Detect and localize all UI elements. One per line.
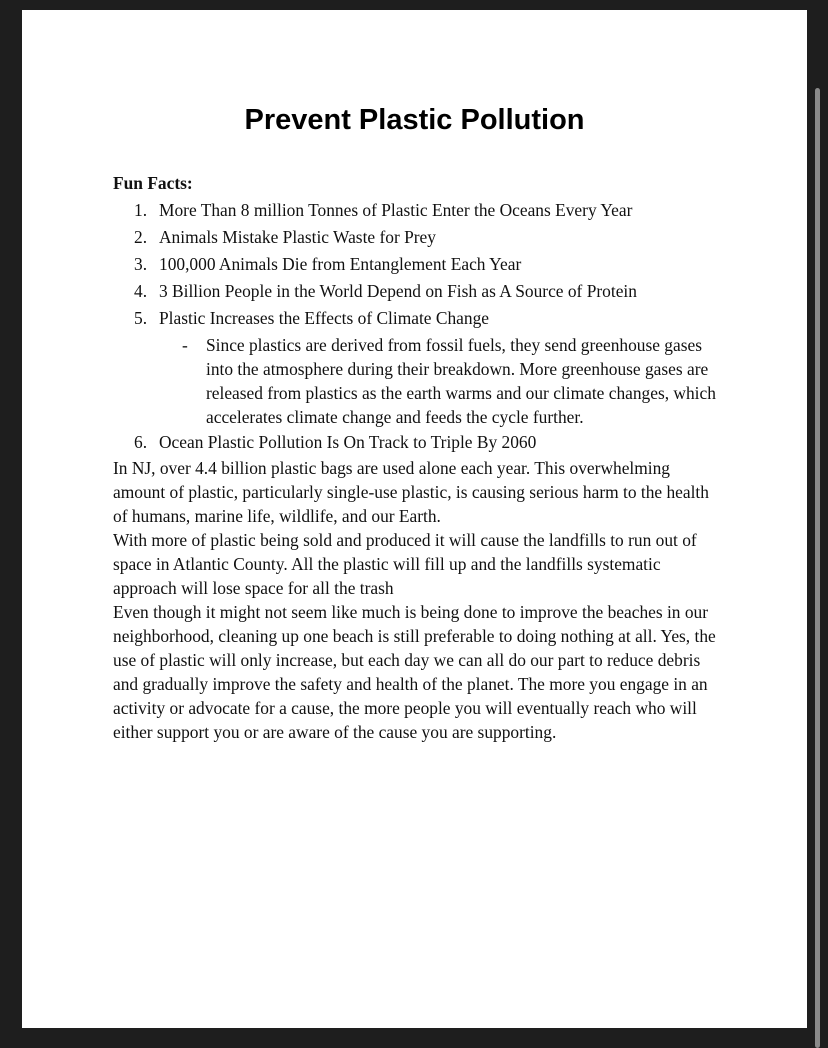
fact-text: Ocean Plastic Pollution Is On Track to Triple By 2060 xyxy=(159,432,537,452)
fact-item xyxy=(113,305,723,332)
fact-item xyxy=(113,429,723,456)
fact-text: Plastic Increases the Effects of Climate Change xyxy=(159,308,489,328)
fact-item xyxy=(113,278,723,305)
fact-number: 4. xyxy=(134,281,148,301)
fun-facts-list xyxy=(113,197,723,456)
vertical-scrollbar[interactable] xyxy=(815,88,820,1048)
paragraph-nj-plastic-bags: In NJ, over 4.4 billion plastic bags are used alone each year. This overwhelming amount of plastic, particularly single-use plastic, is causing serious harm to the health of humans, marine life, wildlife, and our Earth. xyxy=(113,458,709,526)
fact-sub-bullet xyxy=(113,333,726,429)
fact-item xyxy=(113,224,723,251)
fact-number: 2. xyxy=(134,227,148,247)
paragraph-beach-cleanup: Even though it might not seem like much is being done to improve the beaches in our neighborhood, cleaning up one beach is still preferable to doing nothing at all. Yes, the use of plastic will only increase, but each day we can all do our part to reduce debris and gradually improve the safety and health of the planet. The more you engage in an activity or advocate for a cause, the more people you will eventually reach who will either support you or are aware of the cause you are supporting. xyxy=(113,602,716,742)
fact-text: 100,000 Animals Die from Entanglement Each Year xyxy=(159,254,522,274)
document-title: Prevent Plastic Pollution xyxy=(244,104,585,136)
fact-number: 3. xyxy=(134,254,148,274)
fact-sub-text: Since plastics are derived from fossil fuels, they send greenhouse gases into the atmosphere during their breakdown. More greenhouse gases are released from plastics as the earth warms and our climate changes, which accelerates climate change and feeds the cycle further. xyxy=(206,335,716,427)
dash-bullet: - xyxy=(182,335,188,355)
document-body xyxy=(113,170,723,744)
fact-number: 5. xyxy=(134,308,148,328)
paragraph-landfills: With more of plastic being sold and produced it will cause the landfills to run out of space in Atlantic County. All the plastic will fill up and the landfills systematic approach will lose space for all the trash xyxy=(113,530,697,598)
fact-number: 1. xyxy=(134,200,148,220)
document-page xyxy=(22,10,807,1028)
fact-item xyxy=(113,251,723,278)
fact-number: 6. xyxy=(134,432,148,452)
fun-facts-heading: Fun Facts: xyxy=(113,173,193,193)
fact-text: Animals Mistake Plastic Waste for Prey xyxy=(159,227,436,247)
fact-text: More Than 8 million Tonnes of Plastic Enter the Oceans Every Year xyxy=(159,200,633,220)
fact-item xyxy=(113,197,723,224)
fact-sub-item xyxy=(113,333,723,429)
fact-text: 3 Billion People in the World Depend on Fish as A Source of Protein xyxy=(159,281,637,301)
